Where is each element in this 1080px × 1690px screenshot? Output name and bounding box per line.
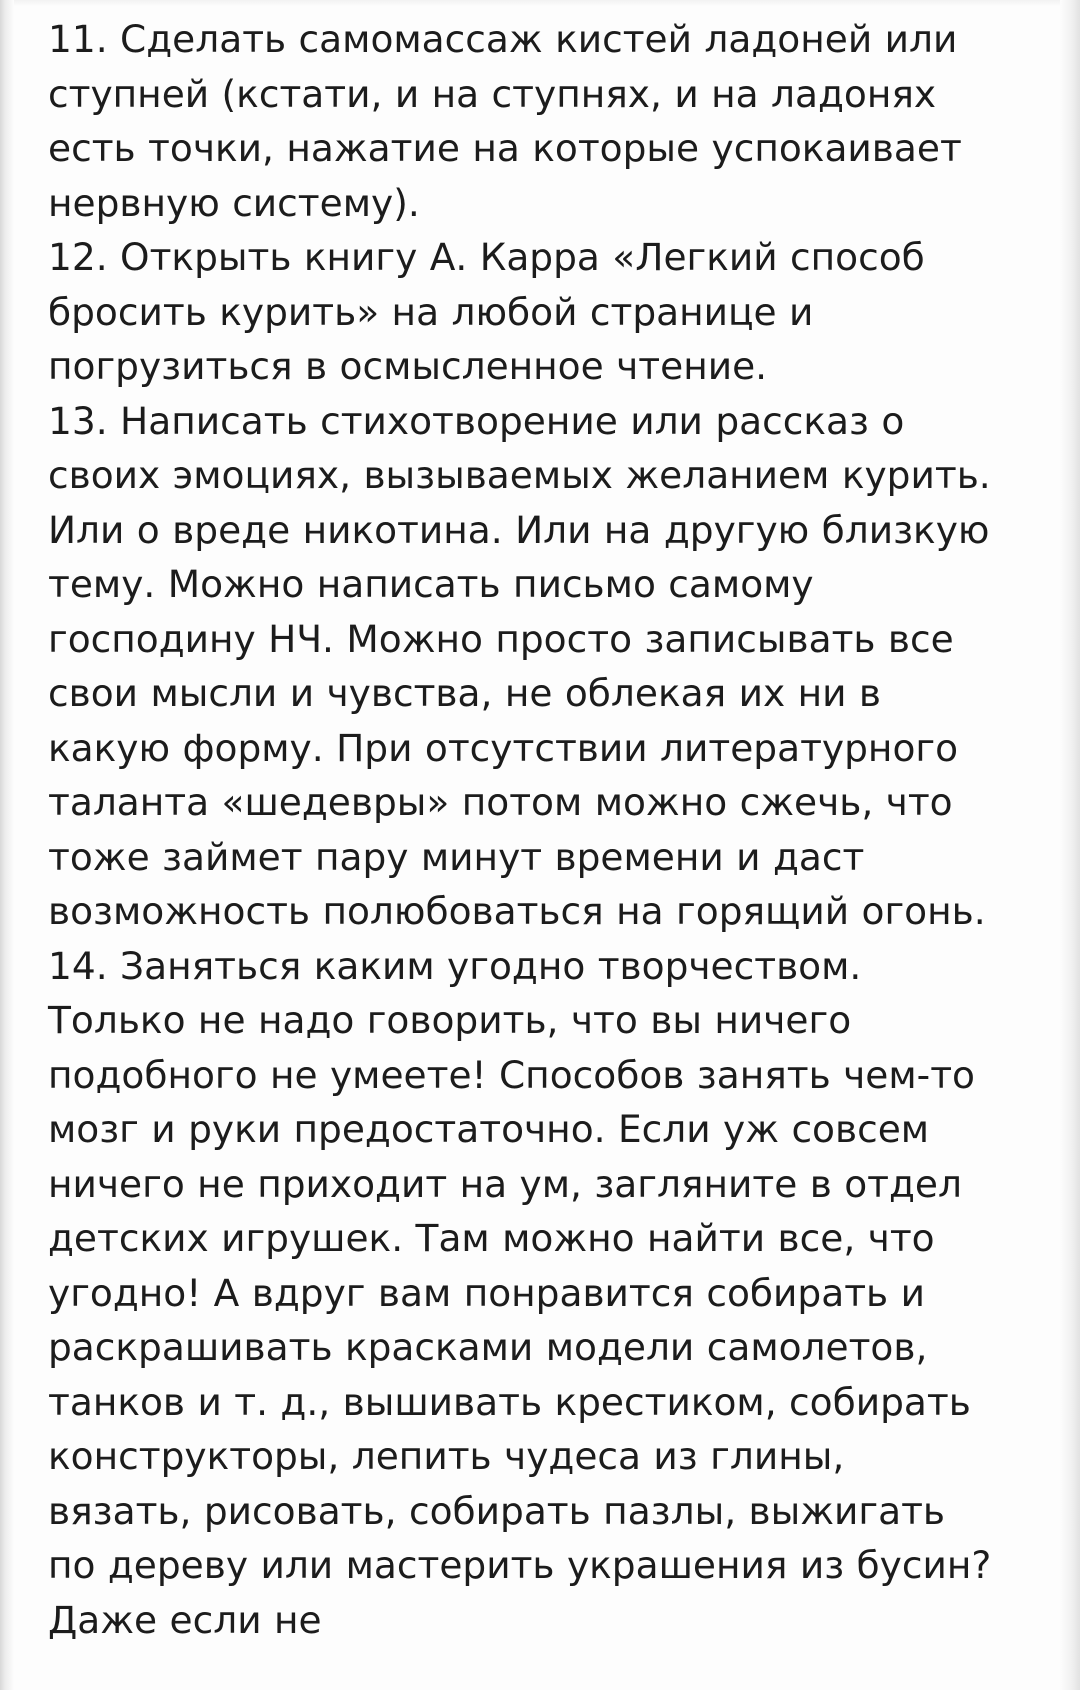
- paragraph-item-14: 14. Заняться каким угодно творчеством. Только не надо говорить, что вы ничего подобного не умеете! Способов занять чем-то мозг и руки предостаточно. Если уж совсем ничего не приходит на ум, загляните в отдел детских игрушек. Там можно найти все, что угодно! А вдруг вам понравится собирать и раскрашивать красками модели самолетов, танков и т. д., вышивать крестиком, собирать конструкторы, лепить чудеса из глины, вязать, рисовать, собирать пазлы, выжигать по дереву или мастерить украшения из бусин? Даже если не: [48, 943, 1004, 1642]
- paragraph-item-13: 13. Написать стихотворение или рассказ о своих эмоциях, вызываемых желанием курить. Или о вреде никотина. Или на другую близкую тему. Можно написать письмо самому господину НЧ. Можно просто записывать все свои мысли и чувства, не облекая их ни в какую форму. При отсутствии литературного таланта «шедевры» потом можно сжечь, что тоже займет пару минут времени и даст возможность полюбоваться на горящий огонь.: [48, 398, 1004, 933]
- paragraph-item-12: 12. Открыть книгу А. Карра «Легкий способ бросить курить» на любой странице и погрузиться в осмысленное чтение.: [48, 235, 938, 388]
- page-left-edge-shading: [0, 0, 14, 1690]
- document-text-body: [48, 0, 1004, 1647]
- paragraph-item-11: 11. Сделать самомассаж кистей ладоней или ступней (кстати, и на ступнях, и на ладонях есть точки, нажатие на которые успокаивает нервную систему).: [48, 17, 975, 225]
- page-right-edge-shading: [1060, 0, 1080, 1690]
